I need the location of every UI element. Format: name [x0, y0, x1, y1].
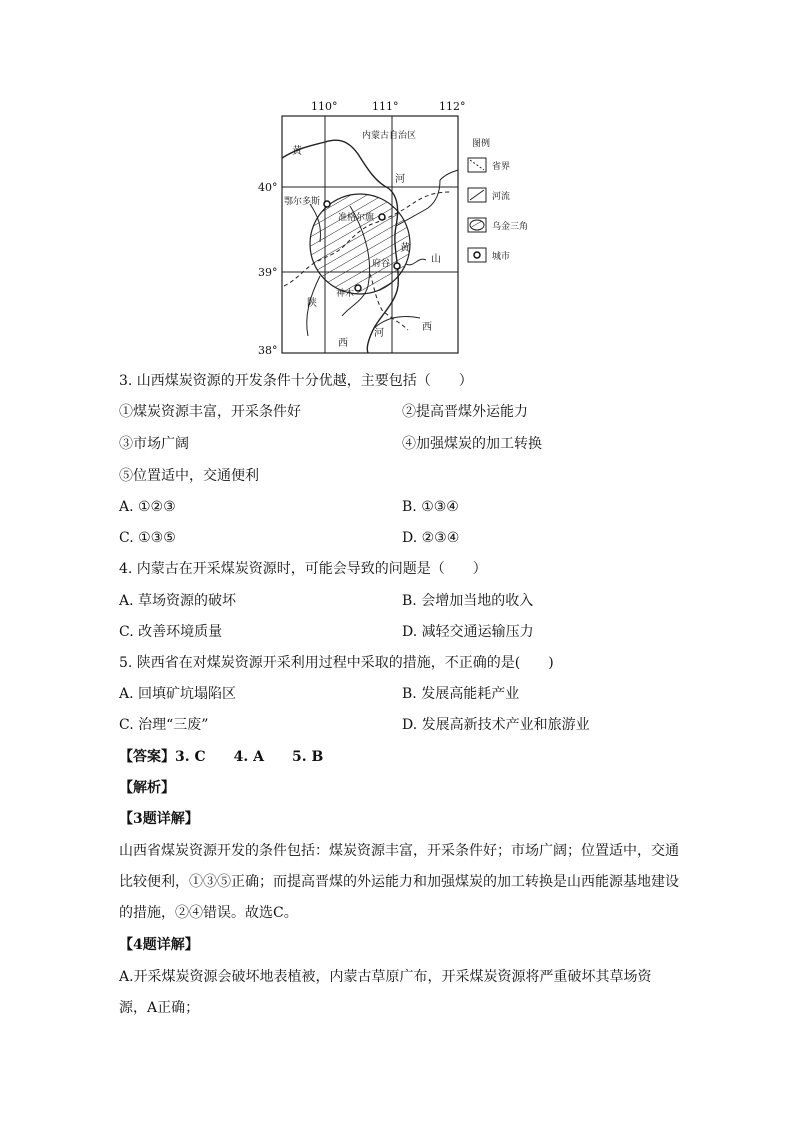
q3-item-1: ①煤炭资源丰富，开采条件好: [119, 404, 301, 420]
label-shan: 山: [431, 254, 441, 265]
q3-option-b: B. ①③④: [402, 499, 459, 515]
detail3-text: 山西省煤炭资源开发的条件包括：煤炭资源丰富，开采条件好；市场广阔；位置适中，交通比较便利，①③⑤正确；而提高晋煤的外运能力和加强煤炭的加工转换是山西能源基地建设的措施，②④错误。故选C。: [119, 843, 679, 921]
q4-option-b: B. 会增加当地的收入: [402, 593, 534, 609]
lat-label-38: 38°: [258, 344, 278, 357]
map-figure: [250, 96, 550, 358]
q3-item-3: ③市场广阔: [119, 436, 189, 452]
city-fugu: [394, 263, 400, 269]
q3-option-d: D. ②③④: [402, 530, 460, 546]
lat-label-39: 39°: [258, 266, 278, 279]
q5-option-c: C. 治理“三废”: [119, 717, 209, 733]
q3-option-a: A. ①②③: [119, 499, 176, 515]
q5-option-a: A. 回填矿坑塌陷区: [119, 686, 237, 702]
lon-label-112: 112°: [439, 100, 466, 113]
label-xi-1: 西: [338, 338, 348, 349]
detail4-heading: 【4题详解】: [119, 937, 199, 953]
label-huang-1: 黄: [292, 146, 302, 157]
q5-option-d: D. 发展高新技术产业和旅游业: [402, 717, 590, 733]
label-neimenggu: 内蒙古自治区: [362, 131, 417, 141]
q3-stem: 3. 山西煤炭资源的开发条件十分优越，主要包括（ ）: [119, 373, 473, 389]
city-ordos: [324, 201, 330, 207]
label-xi-2: 西: [422, 322, 432, 333]
detail3-heading: 【3题详解】: [119, 811, 199, 827]
legend-area-label: 乌金三角: [492, 222, 529, 232]
label-huang-2: 黄: [400, 243, 410, 254]
legend-title: 图例: [472, 139, 491, 149]
legend-boundary-label: 省界: [492, 162, 511, 172]
q5-option-b: B. 发展高能耗产业: [402, 686, 520, 702]
label-ordos: 鄂尔多斯: [284, 197, 321, 207]
legend-boundary-symbol: [470, 160, 484, 170]
q4-option-d: D. 减轻交通运输压力: [402, 624, 534, 640]
legend-city-symbol: [474, 252, 480, 258]
lon-label-111: 111°: [372, 100, 399, 113]
city-shenmu: [355, 285, 361, 291]
q3-item-5: ⑤位置适中，交通便利: [119, 468, 259, 484]
lon-label-110: 110°: [311, 100, 338, 113]
q3-item-2: ②提高晋煤外运能力: [402, 404, 528, 420]
label-zhungeer: 准格尔旗: [338, 213, 375, 223]
legend-city-label: 城市: [492, 252, 511, 262]
q3-item-4: ④加强煤炭的加工转换: [402, 436, 542, 452]
label-fugu: 府谷: [372, 259, 391, 269]
river-tributary-2: [440, 170, 458, 180]
q5-stem: 5. 陕西省在对煤炭资源开采利用过程中采取的措施，不正确的是( ): [119, 655, 554, 671]
legend-area-symbol: [470, 220, 484, 230]
q4-option-c: C. 改善环境质量: [119, 624, 223, 640]
analysis-heading: 【解析】: [119, 780, 175, 796]
label-he-2: 河: [374, 328, 384, 339]
q4-option-a: A. 草场资源的破坏: [119, 593, 237, 609]
city-zhungeer: [379, 214, 385, 220]
river-tributary-6: [406, 259, 426, 265]
legend-river-label: 河流: [492, 192, 511, 202]
q3-option-c: C. ①③⑤: [119, 530, 176, 546]
legend-river-symbol: [470, 190, 484, 200]
label-he-1: 河: [395, 174, 405, 185]
detail4-text: A.开采煤炭资源会破坏地表植被，内蒙古草原广布，开采煤炭资源将严重破坏其草场资源，A正确；: [119, 969, 652, 1016]
lat-label-40: 40°: [258, 181, 278, 194]
label-shenmu: 神木: [336, 289, 355, 299]
answer-line: 【答案】3. C 4. A 5. B: [119, 749, 324, 765]
map-svg: [250, 96, 550, 358]
label-shaan: 陕: [307, 298, 317, 309]
q4-stem: 4. 内蒙古在开采煤炭资源时，可能会导致的问题是（ ）: [119, 561, 487, 577]
